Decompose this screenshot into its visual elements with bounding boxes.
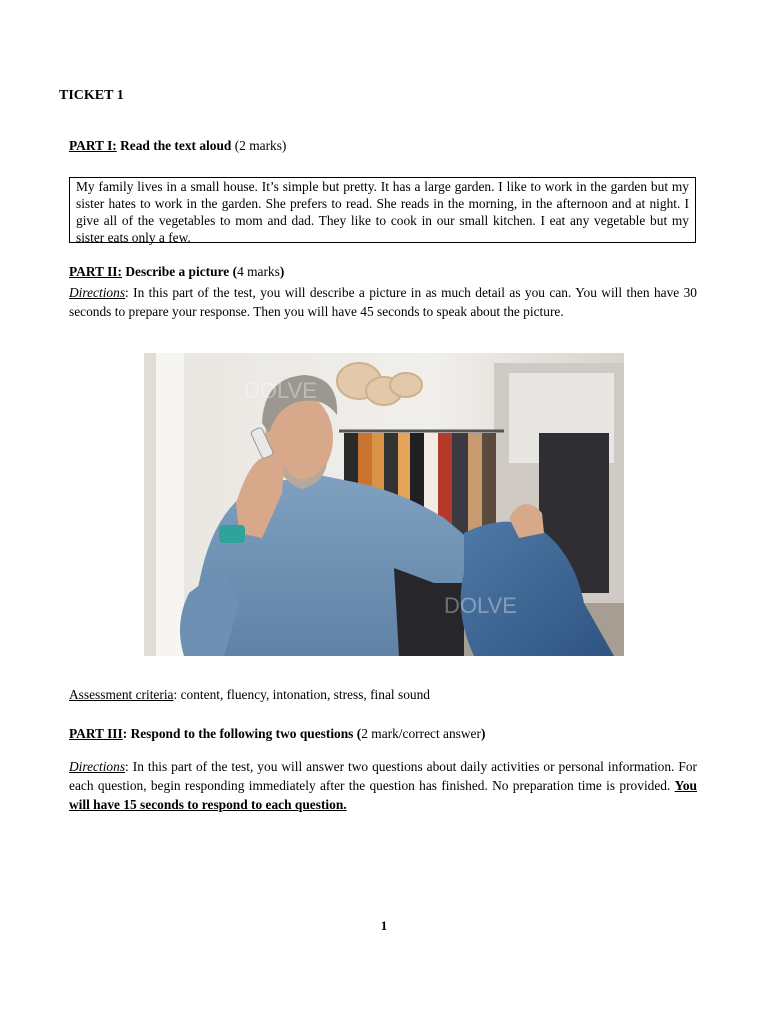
part3-title: Respond to the following two questions [130,726,354,741]
part2-marks: 4 marks [237,264,280,279]
part3-heading [69,726,485,742]
part2-directions-label: Directions [69,285,126,300]
ticket-title: TICKET 1 [59,88,124,103]
page-number: 1 [380,918,388,933]
assessment-label: Assessment criteria [69,687,174,702]
part2-label: PART II: [69,264,122,279]
assessment-text: : content, fluency, intonation, stress, final sound [173,687,430,702]
part2-marks-open: ( [232,264,238,279]
part2-directions [69,283,697,321]
watermark-1: DOLVE [244,378,317,403]
part2-marks-close: ) [279,264,285,279]
watermark-2: DOLVE [444,593,517,618]
part3-label: PART III [69,726,123,741]
part1-title: Read the text aloud [120,138,232,153]
part2-directions-text: : In this part of the test, you will describe a picture in as much detail as you can. You will then have 30 seconds to prepare your response. Then you will have 45 seconds to speak about the picture. [69,285,697,319]
part3-emphasis: You will have 15 seconds to respond to each question. [69,778,697,812]
part3-colon: : [122,726,128,741]
part3-directions [69,757,697,814]
part3-directions-text: : In this part of the test, you will answer two questions about daily activities or personal information. For each question, begin responding immediately after the question has finished. No preparation time is provided. [69,759,697,793]
part1-label: PART I: [69,138,117,153]
part1-marks: (2 marks) [234,138,287,153]
part3-marks-close: ) [480,726,486,741]
part1-heading [69,138,286,154]
part2-heading [69,264,284,280]
part3-directions-label: Directions [69,759,126,774]
reading-text-box: My family lives in a small house. It’s simple but pretty. It has a large garden. I like to work in the garden but my sister hates to work in the garden. She prefers to read. She reads in the morning, in the afternoon and at night. I give all of the vegetables to mom and dad. They like to cook in our small kitchen. I eat any vegetable but my sister eats only a few. [69,177,696,243]
man-on-phone-photo [144,353,624,656]
part2-title: Describe a picture [125,264,230,279]
assessment-criteria [69,687,430,703]
part3-marks: 2 mark/correct answer [361,726,481,741]
part3-marks-open: ( [356,726,362,741]
